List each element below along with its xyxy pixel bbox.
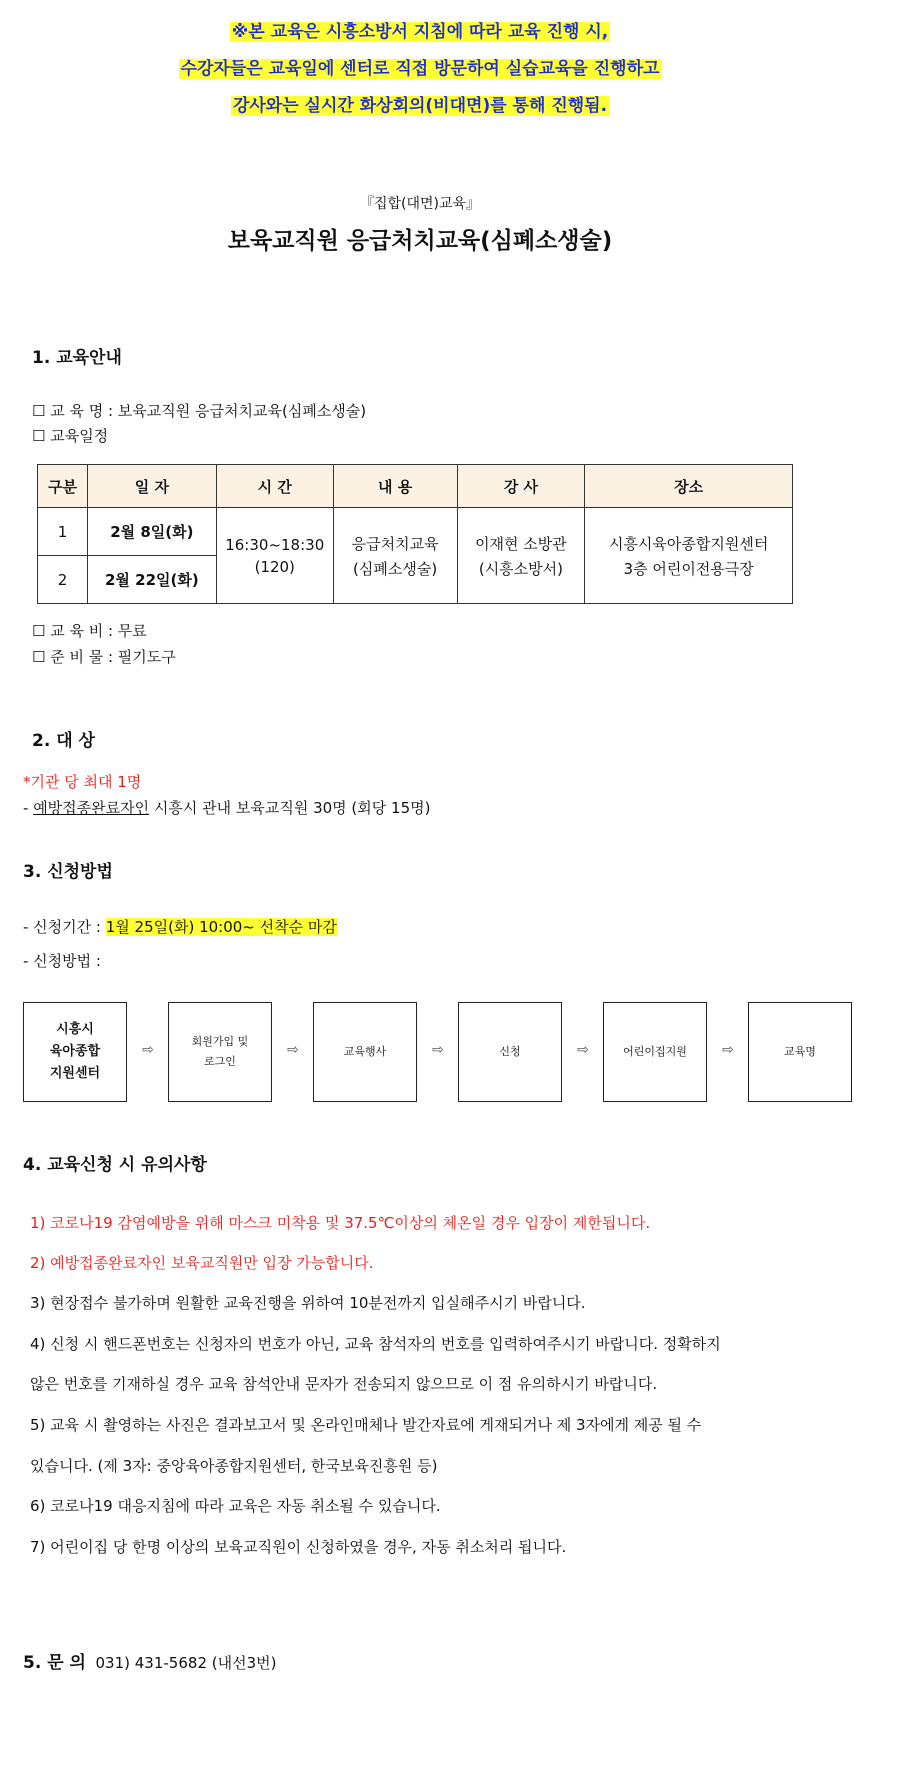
arrow-icon: ⇨ [577,1042,589,1058]
arrow-icon: ⇨ [142,1042,154,1058]
period-line [23,916,337,937]
flow-step-login: 회원가입 및 로그인 [168,1002,272,1102]
place-line-1: 시흥시육아종합지원센터 [608,534,769,553]
header-no: 구분 [38,465,88,508]
cell-time [216,508,333,604]
application-flow [23,1002,863,1105]
section1-heading: 1. 교육안내 [32,348,122,368]
target-vaccinated: 예방접종완료자인 [33,799,150,817]
row-date: 2월 22일(화) [87,556,216,604]
note-4: 4) 신청 시 핸드폰번호는 신청자의 번호가 아닌, 교육 참석자의 번호를 입력하여주시기 바랍니다. 정확하지 [30,1335,721,1353]
schedule-table [37,464,793,604]
header-time: 시 간 [216,465,333,508]
table-header-row [38,465,793,508]
flow-step-event: 교육행사 [313,1002,417,1102]
instructor-org: (시흥소방서) [478,559,563,578]
instructor-name: 이재현 소방관 [475,534,567,553]
contact-line [23,1648,276,1673]
cell-place [585,508,793,604]
note-5: 5) 교육 시 촬영하는 사진은 결과보고서 및 온라인매체나 발간자료에 게재되거나 제 3자에게 제공 될 수 [30,1416,702,1434]
row-date: 2월 8일(화) [87,508,216,556]
course-name: ☐ 교 육 명 : 보육교직원 응급처치교육(심폐소생술) [32,402,367,420]
note-2: 2) 예방접종완료자인 보육교직원만 입장 가능합니다. [30,1254,374,1272]
content-line-2: (심폐소생술) [353,559,438,578]
section3-heading: 3. 신청방법 [23,862,113,882]
method-label: - 신청방법 : [23,952,101,970]
row-no: 2 [38,556,88,604]
notice-line-1: ※본 교육은 시흥소방서 지침에 따라 교육 진행 시, [231,22,609,42]
target-rest: 시흥시 관내 보육교직원 30명 (회당 15명) [149,799,431,817]
row-no: 1 [38,508,88,556]
cell-instructor [457,508,585,604]
flow-step-daycare: 어린이집지원 [603,1002,707,1102]
notice-line-3: 강사와는 실시간 화상회의(비대면)를 통해 진행됨. [232,96,608,116]
arrow-icon: ⇨ [287,1042,299,1058]
limit-note: *기관 당 최대 1명 [23,773,142,791]
cell-content [333,508,457,604]
note-1: 1) 코로나19 감염예방을 위해 마스크 미착용 및 37.5℃이상의 체온일 경우 입장이 제한됩니다. [30,1214,651,1232]
flow-step-center: 시흥시 육아종합 지원센터 [23,1002,127,1102]
notice-line-2: 수강자들은 교육일에 센터로 직접 방문하여 실습교육을 진행하고 [180,59,660,79]
header-place: 장소 [585,465,793,508]
fee: ☐ 교 육 비 : 무료 [32,622,147,640]
time-minutes: (120) [254,557,295,576]
period-value: 1월 25일(화) 10:00~ 선착순 마감 [105,918,337,936]
page-title: 보육교직원 응급처치교육(심폐소생술) [227,228,613,254]
header-date: 일 자 [87,465,216,508]
note-6: 6) 코로나19 대응지침에 따라 교육은 자동 취소될 수 있습니다. [30,1497,441,1515]
subtitle: 『집합(대면)교육』 [359,196,481,212]
note-5-cont: 있습니다. (제 3자: 중앙육아종합지원센터, 한국보육진흥원 등) [30,1457,438,1475]
arrow-icon: ⇨ [432,1042,444,1058]
section4-heading: 4. 교육신청 시 유의사항 [23,1155,207,1175]
header-content: 내 용 [333,465,457,508]
place-line-2: 3층 어린이전용극장 [623,559,754,578]
target-line [23,797,430,818]
arrow-icon: ⇨ [722,1042,734,1058]
section5-heading: 5. 문 의 [23,1653,86,1673]
note-3: 3) 현장접수 불가하며 원활한 교육진행을 위하여 10분전까지 입실해주시기 바랍니다. [30,1294,586,1312]
content-line-1: 응급처치교육 [351,534,439,553]
note-7: 7) 어린이집 당 한명 이상의 보육교직원이 신청하였을 경우, 자동 취소처리 됩니다. [30,1538,567,1556]
supplies: ☐ 준 비 물 : 필기도구 [32,648,176,666]
section2-heading: 2. 대 상 [32,731,95,751]
note-4-cont: 않은 번호를 기재하실 경우 교육 참석안내 문자가 전송되지 않으므로 이 점 유의하시기 바랍니다. [30,1375,658,1393]
period-label: - 신청기간 : [23,918,106,936]
contact-phone: 031) 431-5682 (내선3번) [95,1654,277,1672]
flow-step-course: 교육명 [748,1002,852,1102]
flow-step-apply: 신청 [458,1002,562,1102]
time-range: 16:30~18:30 [225,535,325,554]
table-row [38,508,793,556]
target-prefix: - [23,799,34,817]
header-instructor: 강 사 [457,465,585,508]
schedule-label: ☐ 교육일정 [32,427,109,445]
